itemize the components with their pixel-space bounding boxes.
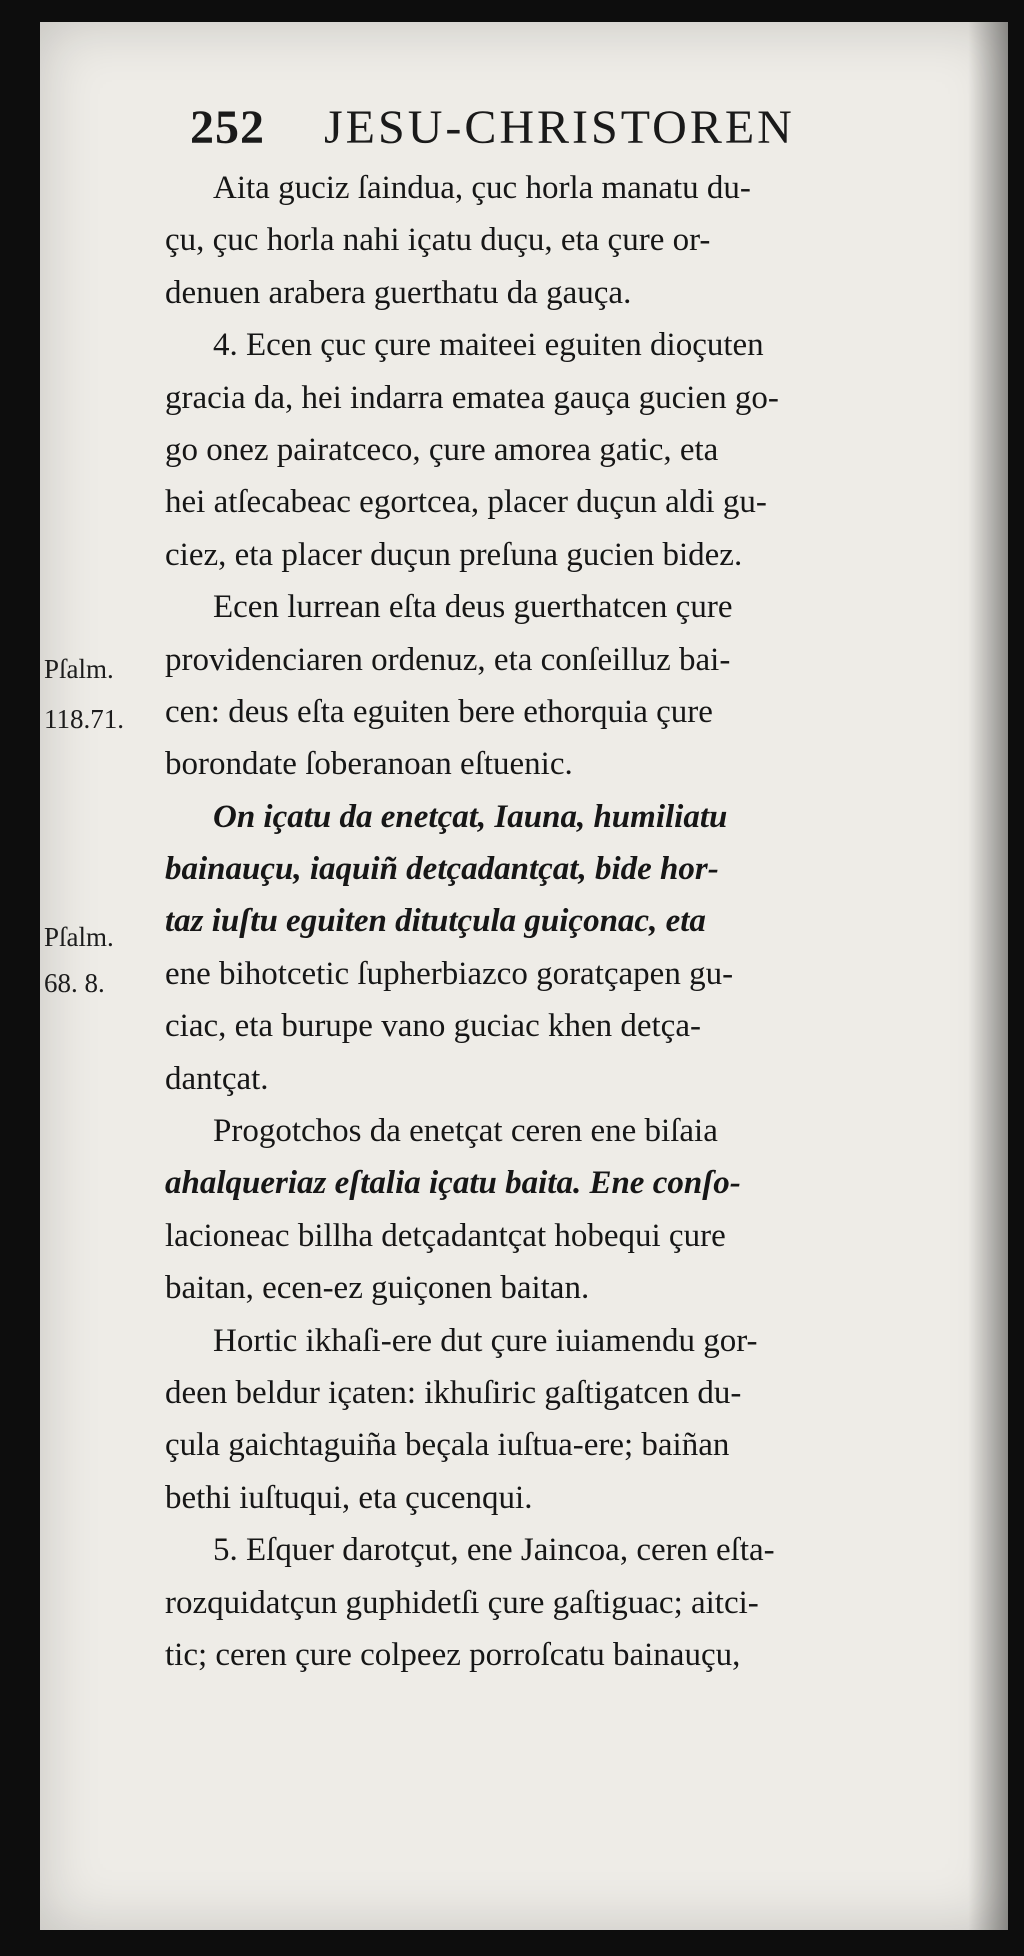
text-line: gracia da, hei indarra ematea gauça gucien go- (165, 379, 779, 416)
text-line: Hortic ikhaſi-ere dut çure iuiamendu gor- (213, 1322, 758, 1359)
text-line-italic: ahalqueriaz eſtalia içatu baita. Ene conſo- (165, 1165, 741, 1202)
margin-note-psalm-1: Pſalm. (44, 654, 114, 684)
page-number: 252 (190, 101, 265, 154)
text-line: Progotchos da enetçat ceren ene biſaia (213, 1113, 718, 1150)
text-line: deen beldur içaten: ikhuſiric gaſtigatcen du- (165, 1374, 742, 1411)
text-line: 5. Eſquer darotçut, ene Jaincoa, ceren eſta- (213, 1532, 775, 1569)
page-header (190, 100, 795, 155)
text-line: borondate ſoberanoan eſtuenic. (165, 746, 573, 783)
text-line: çu, çuc horla nahi içatu duçu, eta çure or- (165, 222, 711, 259)
text-line: ciac, eta burupe vano guciac khen detça- (165, 1008, 701, 1045)
text-line: 4. Ecen çuc çure maiteei eguiten dioçuten (213, 327, 764, 364)
text-line: bethi iuſtuqui, eta çucenqui. (165, 1479, 533, 1516)
body-text (165, 162, 991, 1681)
text-line-italic: bainauçu, iaquiñ detçadantçat, bide hor- (165, 851, 719, 888)
text-line: Aita guciz ſaindua, çuc horla manatu du- (213, 170, 751, 206)
margin-note-verse-1: 118.71. (44, 704, 124, 734)
text-line: ciez, eta placer duçun preſuna gucien bidez. (165, 536, 743, 573)
text-line: cen: deus eſta eguiten bere ethorquia çure (165, 693, 713, 730)
text-line: denuen arabera guerthatu da gauça. (165, 274, 632, 311)
text-line: tic; ceren çure colpeez porroſcatu bainauçu, (165, 1636, 741, 1673)
text-line: rozquidatçun guphidetſi çure gaſtiguac; aitci- (165, 1584, 759, 1621)
text-line: go onez pairatceco, çure amorea gatic, eta (165, 431, 719, 468)
text-line: providenciaren ordenuz, eta conſeilluz bai- (165, 641, 731, 678)
running-head: JESU-CHRISTOREN (324, 101, 795, 154)
margin-note-verse-2: 68. 8. (44, 968, 105, 998)
text-line: dantçat. (165, 1060, 269, 1097)
text-line: hei atſecabeac egortcea, placer duçun aldi gu- (165, 484, 767, 521)
book-page (40, 22, 1008, 1930)
text-line: baitan, ecen-ez guiçonen baitan. (165, 1270, 590, 1307)
text-line-italic: taz iuſtu eguiten ditutçula guiçonac, eta (165, 903, 706, 940)
text-line: lacioneac billha detçadantçat hobequi çure (165, 1217, 726, 1254)
text-line: ene bihotcetic ſupherbiazco goratçapen gu- (165, 955, 734, 992)
text-line: çula gaichtaguiña beçala iuſtua-ere; baiñan (165, 1427, 730, 1464)
text-line: Ecen lurrean eſta deus guerthatcen çure (213, 589, 733, 626)
text-line-italic: On içatu da enetçat, Iauna, humiliatu (213, 798, 728, 835)
margin-note-psalm-2: Pſalm. (44, 922, 114, 952)
